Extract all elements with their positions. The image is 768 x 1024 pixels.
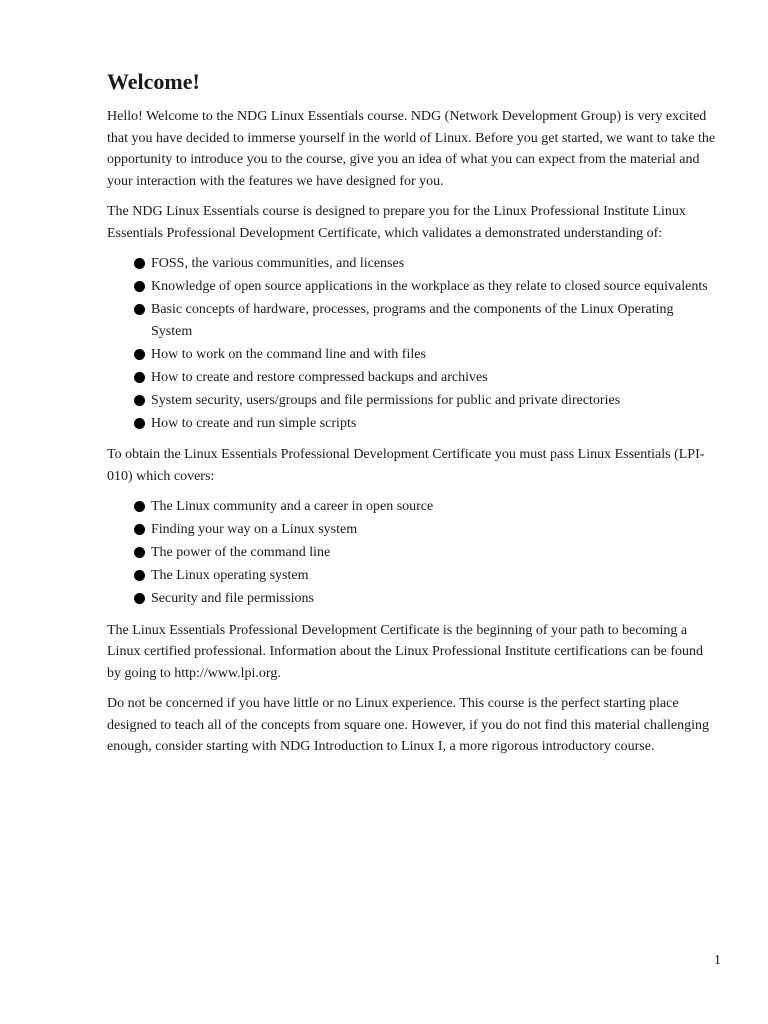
- bullet-icon: [134, 501, 145, 512]
- list-item-text: How to create and restore compressed backups and archives: [151, 369, 488, 385]
- list-item-text: The Linux community and a career in open source: [151, 499, 434, 514]
- bullet-icon: [134, 281, 145, 292]
- list-item-text: Knowledge of open source applications in the workplace as they relate to closed source equivalents: [151, 279, 708, 294]
- page-title: Welcome!: [107, 69, 200, 94]
- list-item-text: Security and file permissions: [151, 591, 314, 606]
- list-item-text: How to work on the command line and with files: [151, 346, 426, 362]
- list-item-text: The Linux operating system: [151, 568, 309, 583]
- list-item: [134, 299, 717, 342]
- bullet-icon: [134, 418, 145, 429]
- bullet-icon: [134, 372, 145, 383]
- bullet-icon: [134, 395, 145, 406]
- page-number: 1: [714, 953, 721, 968]
- list-item: [134, 367, 717, 389]
- bullet-icon: [134, 258, 145, 269]
- bullet-icon: [134, 524, 145, 535]
- list-item: [134, 276, 717, 298]
- list-item: [134, 390, 717, 412]
- list-item: [134, 253, 717, 275]
- list-item-text: Finding your way on a Linux system: [151, 522, 358, 537]
- document-page: [107, 68, 717, 767]
- list-item-text: How to create and run simple scripts: [151, 415, 357, 431]
- bullet-icon: [134, 349, 145, 360]
- understanding-list: [107, 253, 717, 434]
- list-item-text: FOSS, the various communities, and licenses: [151, 256, 405, 271]
- list-item: [134, 519, 717, 541]
- experience-note-paragraph: Do not be concerned if you have little or no Linux experience. This course is the perfect starting place designed to teach all of the concepts from square one. However, if you do not find this material challenging enough, consider starting with NDG Introduction to Linux I, a more rigorous introductory course.: [107, 696, 710, 754]
- list-item-text: The power of the command line: [151, 545, 331, 560]
- course-purpose-paragraph: The NDG Linux Essentials course is designed to prepare you for the Linux Professional Institute Linux Essentials Professional Development Certificate, which validates a demonstrated understanding of:: [107, 204, 686, 241]
- list-item: [134, 496, 717, 518]
- bullet-icon: [134, 547, 145, 558]
- list-item-text: System security, users/groups and file permissions for public and private directories: [151, 392, 621, 408]
- certificate-path-paragraph: The Linux Essentials Professional Development Certificate is the beginning of your path to becoming a Linux certified professional. Information about the Linux Professional Institute certifications can be found by going to http://www.lpi.org.: [107, 622, 703, 681]
- list-item: [134, 565, 717, 587]
- exam-intro-paragraph: To obtain the Linux Essentials Professional Development Certificate you must pass Linux Essentials (LPI-010) which covers:: [107, 447, 705, 484]
- list-item: [134, 542, 717, 564]
- bullet-icon: [134, 304, 145, 315]
- bullet-icon: [134, 570, 145, 581]
- exam-topics-list: [107, 496, 717, 610]
- list-item: [134, 413, 717, 435]
- bullet-icon: [134, 593, 145, 604]
- list-item: [134, 588, 717, 610]
- list-item-text: Basic concepts of hardware, processes, programs and the components of the Linux Operating System: [151, 302, 674, 339]
- list-item: [134, 344, 717, 366]
- intro-paragraph: Hello! Welcome to the NDG Linux Essentials course. NDG (Network Development Group) is very excited that you have decided to immerse yourself in the world of Linux. Before you get started, we want to take the opportunity to introduce you to the course, give you an idea of what you can expect from the material and your interaction with the features we have designed for you.: [107, 109, 716, 189]
